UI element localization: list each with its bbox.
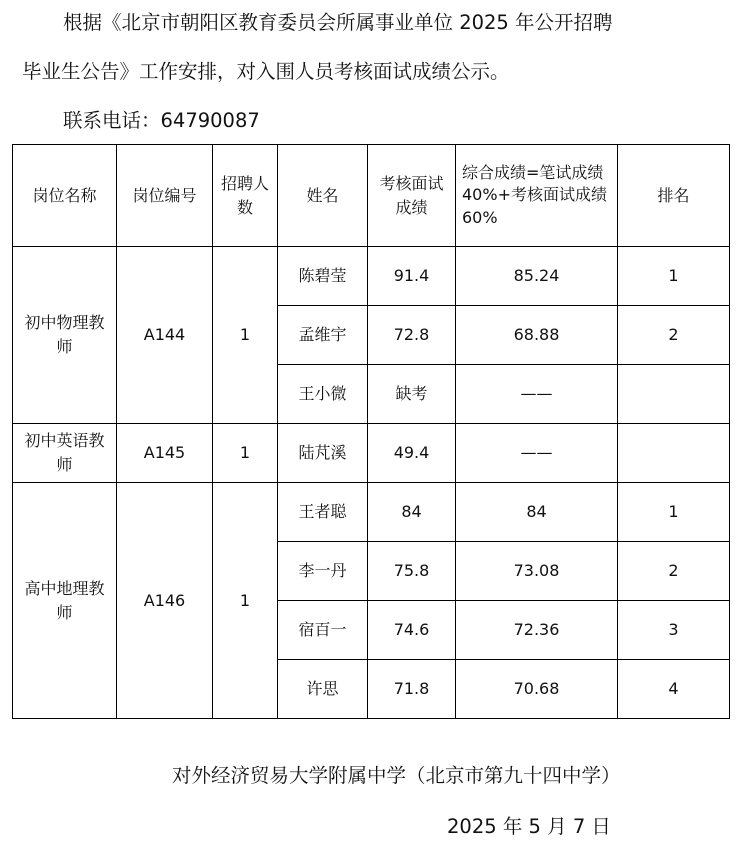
rank-cell: 2 — [618, 306, 730, 365]
notice-intro-line-2: 毕业生公告》工作安排，对入围人员考核面试成绩公示。 — [22, 60, 510, 83]
position-name-cell: 高中地理教师 — [13, 483, 117, 719]
contact-phone: 联系电话：64790087 — [63, 109, 260, 132]
rank-cell: 3 — [618, 601, 730, 660]
candidate-name-cell: 李一丹 — [278, 542, 368, 601]
interview-score-cell: 71.8 — [368, 660, 456, 719]
rank-cell: 4 — [618, 660, 730, 719]
header-name: 姓名 — [278, 145, 368, 247]
header-composite-score: 综合成绩=笔试成绩40%+考核面试成绩60% — [456, 145, 618, 247]
recruit-count-cell: 1 — [213, 247, 278, 424]
interview-score-cell: 49.4 — [368, 424, 456, 483]
rank-cell: 2 — [618, 542, 730, 601]
candidate-name-cell: 陆芃溪 — [278, 424, 368, 483]
candidate-name-cell: 宿百一 — [278, 601, 368, 660]
rank-cell: 1 — [618, 247, 730, 306]
header-position-code: 岗位编号 — [117, 145, 213, 247]
candidate-name-cell: 陈碧莹 — [278, 247, 368, 306]
interview-score-cell: 缺考 — [368, 365, 456, 424]
position-name-cell: 初中英语教师 — [13, 424, 117, 483]
position-code-cell: A145 — [117, 424, 213, 483]
composite-score-cell: 70.68 — [456, 660, 618, 719]
interview-score-cell: 72.8 — [368, 306, 456, 365]
candidate-name-cell: 孟维宇 — [278, 306, 368, 365]
rank-cell — [618, 424, 730, 483]
header-recruit-count: 招聘人数 — [213, 145, 278, 247]
table-row — [13, 247, 730, 306]
rank-cell: 1 — [618, 483, 730, 542]
position-code-cell: A146 — [117, 483, 213, 719]
composite-score-cell: 85.24 — [456, 247, 618, 306]
candidate-name-cell: 王小微 — [278, 365, 368, 424]
recruit-count-cell: 1 — [213, 424, 278, 483]
position-code-cell: A144 — [117, 247, 213, 424]
composite-score-cell: 84 — [456, 483, 618, 542]
header-position-name: 岗位名称 — [13, 145, 117, 247]
issue-date: 2025 年 5 月 7 日 — [447, 815, 611, 838]
table-row — [13, 483, 730, 542]
issuer-signature: 对外经济贸易大学附属中学（北京市第九十四中学） — [172, 764, 621, 787]
interview-score-cell: 91.4 — [368, 247, 456, 306]
composite-score-cell: —— — [456, 365, 618, 424]
candidate-name-cell: 许思 — [278, 660, 368, 719]
composite-score-cell: 68.88 — [456, 306, 618, 365]
position-name-cell: 初中物理教师 — [13, 247, 117, 424]
header-interview-score: 考核面试成绩 — [368, 145, 456, 247]
interview-score-cell: 74.6 — [368, 601, 456, 660]
recruit-count-cell: 1 — [213, 483, 278, 719]
table-header-row — [13, 145, 730, 247]
composite-score-cell: 73.08 — [456, 542, 618, 601]
notice-intro-line-1: 根据《北京市朝阳区教育委员会所属事业单位 2025 年公开招聘 — [63, 11, 613, 34]
interview-score-cell: 84 — [368, 483, 456, 542]
table-row — [13, 424, 730, 483]
composite-score-cell: 72.36 — [456, 601, 618, 660]
composite-score-cell: —— — [456, 424, 618, 483]
candidate-name-cell: 王者聪 — [278, 483, 368, 542]
header-rank: 排名 — [618, 145, 730, 247]
interview-score-table — [12, 144, 730, 719]
interview-score-cell: 75.8 — [368, 542, 456, 601]
rank-cell — [618, 365, 730, 424]
